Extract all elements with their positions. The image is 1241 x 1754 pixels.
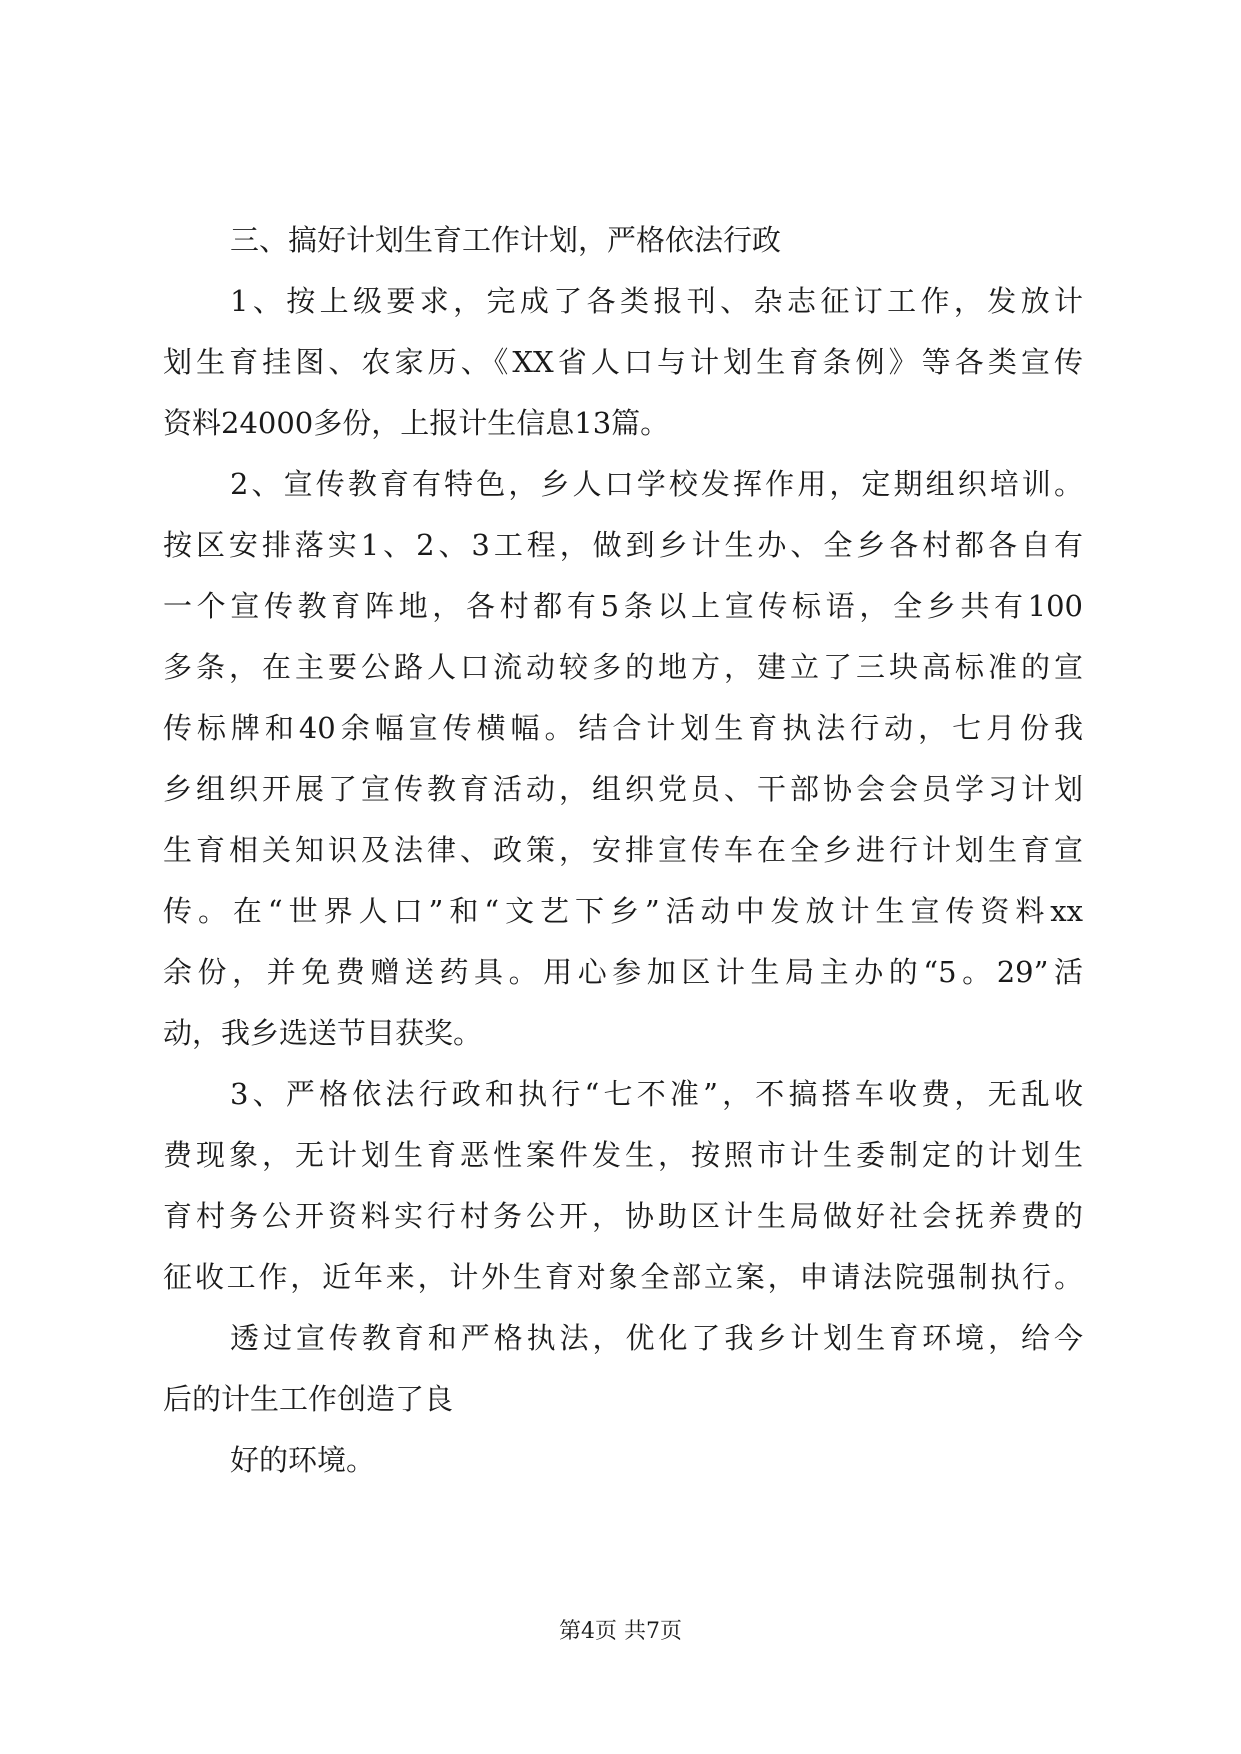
paragraph-line: 动，我乡选送节目获奖。 [163,1016,483,1050]
paragraph-line: 多条，在主要公路人口流动较多的地方，建立了三块高标准的宣 [163,650,1083,684]
paragraph-line: 征收工作，近年来，计外生育对象全部立案，申请法院强制执行。 [163,1260,1083,1294]
paragraph-5 [163,1430,1083,1491]
paragraph-2 [163,454,1083,1064]
paragraph-line: 费现象，无计划生育恶性案件发生，按照市计生委制定的计划生 [163,1138,1083,1172]
paragraph-line: 透过宣传教育和严格执法，优化了我乡计划生育环境，给今 [230,1321,1083,1355]
paragraph-line: 育村务公开资料实行村务公开，协助区计生局做好社会抚养费的 [163,1199,1083,1233]
paragraph-3 [163,1064,1083,1308]
document-body [163,210,1083,1491]
paragraph-line: 后的计生工作创造了良 [163,1382,454,1416]
paragraph-line: 3、严格依法行政和执行“七不准”，不搞搭车收费，无乱收 [230,1077,1083,1111]
paragraph-line: 乡组织开展了宣传教育活动，组织党员、干部协会会员学习计划 [163,772,1083,806]
paragraph-line: 余份，并免费赠送药具。用心参加区计生局主办的“5。29”活 [163,955,1083,989]
paragraph-line: 传。在“世界人口”和“文艺下乡”活动中发放计生宣传资料xx [163,894,1083,928]
paragraph-line: 2、宣传教育有特色，乡人口学校发挥作用，定期组织培训。 [230,467,1083,501]
paragraph-line: 资料24000多份，上报计生信息13篇。 [163,406,670,440]
paragraph-line: 传标牌和40余幅宣传横幅。结合计划生育执法行动，七月份我 [163,711,1083,745]
paragraph-line: 生育相关知识及法律、政策，安排宣传车在全乡进行计划生育宣 [163,833,1083,867]
page-number-footer: 第4页 共7页 [559,1619,682,1644]
paragraph-line: 一个宣传教育阵地，各村都有5条以上宣传标语，全乡共有100 [163,589,1083,623]
paragraph-1 [163,271,1083,454]
paragraph-line: 划生育挂图、农家历、《XX省人口与计划生育条例》等各类宣传 [163,345,1083,379]
section-heading: 三、搞好计划生育工作计划，严格依法行政 [230,223,782,257]
paragraph-line: 按区安排落实1、2、3工程，做到乡计生办、全乡各村都各自有 [163,528,1083,562]
paragraph-line: 好的环境。 [230,1443,376,1477]
paragraph-line: 1、按上级要求，完成了各类报刊、杂志征订工作，发放计 [230,284,1083,318]
paragraph-4 [163,1308,1083,1430]
